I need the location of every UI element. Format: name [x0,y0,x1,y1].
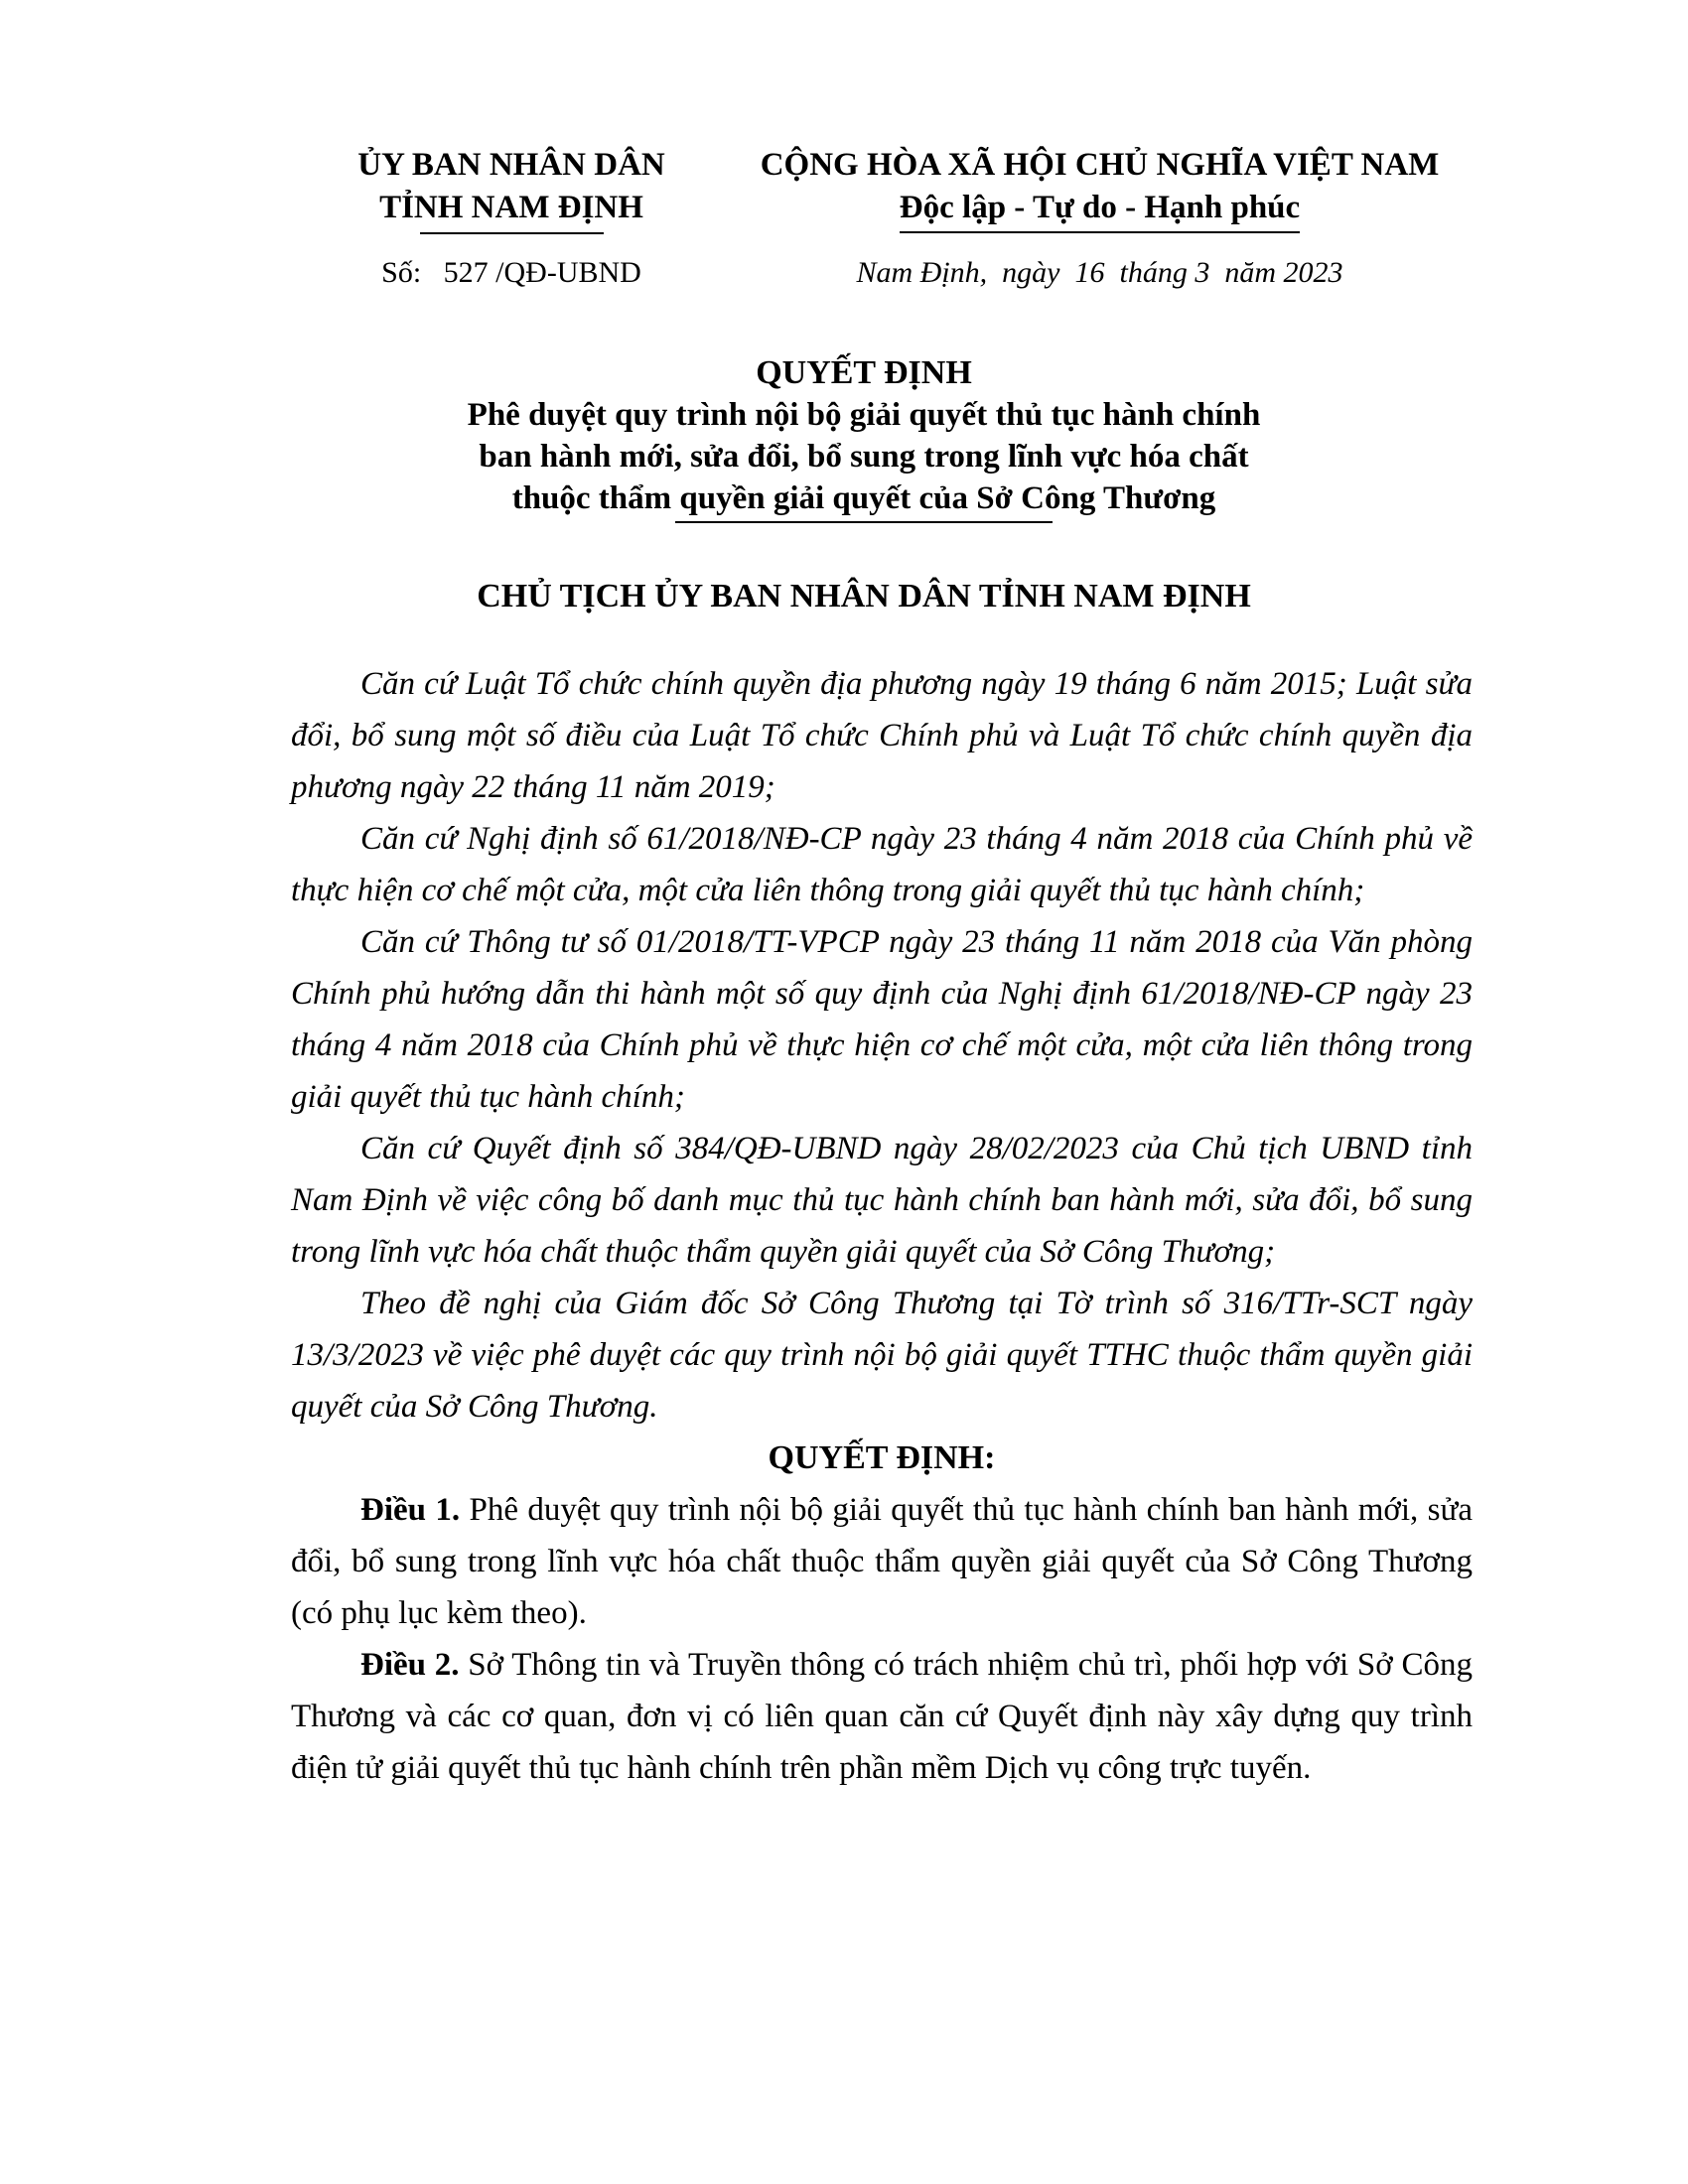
legal-basis-paragraph: Căn cứ Thông tư số 01/2018/TT-VPCP ngày 23 tháng 11 năm 2018 của Văn phòng Chính phủ hướng dẫn thi hành một số quy định của Nghị định 61/2018/NĐ-CP ngày 23 tháng 4 năm 2018 của Chính phủ về thực hiện cơ chế một cửa, một cửa liên thông trong giải quyết thủ tục hành chính; [291,924,1473,1115]
document-title [248,352,1479,523]
subject-underline [675,521,1053,523]
national-title [730,144,1470,233]
org-name-line1: ỦY BAN NHÂN DÂN [357,147,665,183]
nation-name: CỘNG HÒA XÃ HỘI CHỦ NGHĨA VIỆT NAM [760,147,1440,183]
legal-basis-paragraph: Theo đề nghị của Giám đốc Sở Công Thương tại Tờ trình số 316/TTr-SCT ngày 13/3/2023 về việc phê duyệt các quy trình nội bộ giải quyết TTHC thuộc thẩm quyền giải quyết của Sở Công Thương. [291,1286,1473,1425]
legal-basis-paragraph: Căn cứ Nghị định số 61/2018/NĐ-CP ngày 23 tháng 4 năm 2018 của Chính phủ về thực hiện cơ chế một cửa, một cửa liên thông trong giải quyết thủ tục hành chính; [291,821,1473,908]
issuing-organization [288,144,735,234]
decision-heading: QUYẾT ĐỊNH: [768,1439,996,1476]
subject-line-3: thuộc thẩm quyền giải quyết của Sở Công Thương [511,480,1216,516]
subject-line-1: Phê duyệt quy trình nội bộ giải quyết thủ tục hành chính [467,397,1261,433]
article-2 [291,1639,1473,1794]
article-label: Điều 2. [360,1647,460,1683]
legal-basis-paragraph: Căn cứ Luật Tổ chức chính quyền địa phương ngày 19 tháng 6 năm 2015; Luật sửa đổi, bổ sung một số điều của Luật Tổ chức Chính phủ và Luật Tổ chức chính quyền địa phương ngày 22 tháng 11 năm 2019; [291,666,1473,805]
document-body [291,658,1473,1794]
national-motto: Độc lập - Tự do - Hạnh phúc [900,187,1300,233]
legal-basis [291,658,1473,1433]
org-underline [420,232,604,234]
article-text: Sở Thông tin và Truyền thông có trách nhiệm chủ trì, phối hợp với Sở Công Thương và các cơ quan, đơn vị có liên quan căn cứ Quyết định này xây dựng quy trình điện tử giải quyết thủ tục hành chính trên phần mềm Dịch vụ công trực tuyến. [291,1647,1474,1786]
legal-basis-paragraph: Căn cứ Quyết định số 384/QĐ-UBND ngày 28/02/2023 của Chủ tịch UBND tỉnh Nam Định về việc công bố danh mục thủ tục hành chính ban hành mới, sửa đổi, bổ sung trong lĩnh vực hóa chất thuộc thẩm quyền giải quyết của Sở Công Thương; [291,1131,1473,1270]
subject-line-2: ban hành mới, sửa đổi, bổ sung trong lĩnh vực hóa chất [479,439,1249,475]
document-number: Số: 527 /QĐ-UBND [381,256,641,289]
article-1 [291,1484,1473,1639]
article-text: Phê duyệt quy trình nội bộ giải quyết thủ tục hành chính ban hành mới, sửa đổi, bổ sung trong lĩnh vực hóa chất thuộc thẩm quyền giải quyết của Sở Công Thương (có phụ lục kèm theo). [291,1492,1474,1631]
document-date: Nam Định, ngày 16 tháng 3 năm 2023 [856,256,1343,289]
org-name-line2: TỈNH NAM ĐỊNH [379,190,643,225]
document-type: QUYẾT ĐỊNH [756,354,972,391]
article-label: Điều 1. [360,1492,461,1528]
issuing-authority: CHỦ TỊCH ỦY BAN NHÂN DÂN TỈNH NAM ĐỊNH [477,578,1251,614]
